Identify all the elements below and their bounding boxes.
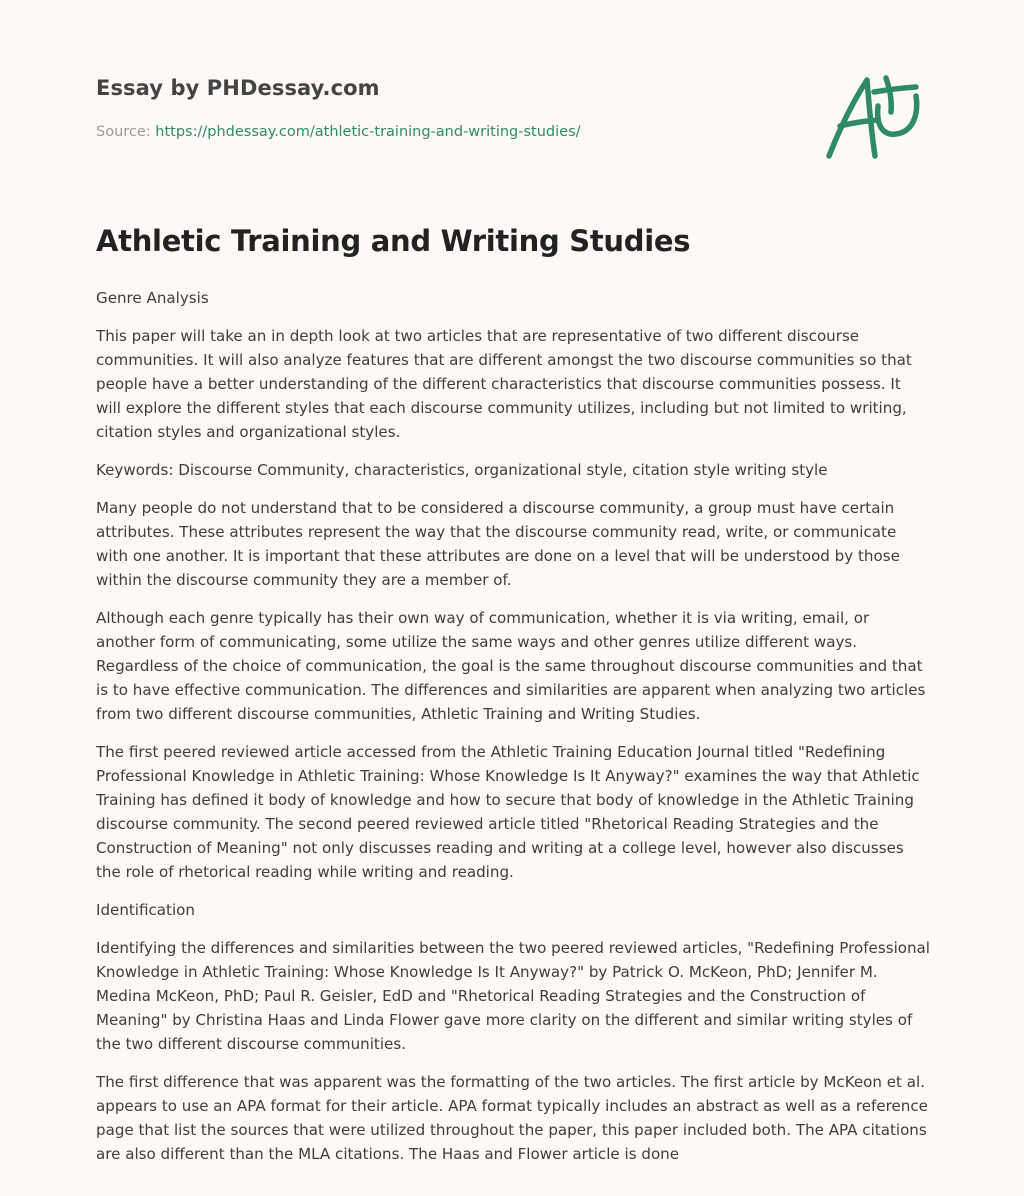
source-link[interactable]: https://phdessay.com/athletic-training-and-writing-studies/ xyxy=(155,124,581,140)
essay-body xyxy=(96,286,930,1180)
section-heading-identification: Identification xyxy=(96,901,195,919)
paragraph: Identifying the differences and similarities between the two peered reviewed articles, "Redefining Professional Knowledge in Athletic Training: Whose Knowledge Is It Anyway?" by Patrick O. McKeon, PhD; Jennifer M. Medina McKeon, PhD; Paul R. Geisler, EdD and "Rhetorical Reading Strategies and the Construction of Meaning" by Christina Haas and Linda Flower gave more clarity on the different and similar writing styles of the two different discourse communities. xyxy=(96,939,931,1053)
essay-brand: Essay by PHDessay.com xyxy=(96,76,380,100)
paragraph: The first peered reviewed article accessed from the Athletic Training Education Journal titled "Redefining Professional Knowledge in Athletic Training: Whose Knowledge Is It Anyway?" examines the way that Athletic Training has defined it body of knowledge and how to secure that body of knowledge in the Athletic Training discourse community. The second peered reviewed article titled "Rhetorical Reading Strategies and the Construction of Meaning" not only discusses reading and writing at a college level, however also discusses the role of rhetorical reading while writing and reading. xyxy=(96,743,920,881)
paragraph: Although each genre typically has their own way of communication, whether it is via writing, email, or another form of communicating, some utilize the same ways and other genres utilize different ways. Regardless of the choice of communication, the goal is the same throughout discourse communities and that is to have effective communication. The differences and similarities are apparent when analyzing two articles from two different discourse communities, Athletic Training and Writing Studies. xyxy=(96,609,926,723)
source-label: Source: xyxy=(96,124,156,140)
paragraph: Many people do not understand that to be considered a discourse community, a group must have certain attributes. These attributes represent the way that the discourse community read, write, or communicate with one another. It is important that these attributes are done on a level that will be understood by those within the discourse community they are a member of. xyxy=(96,499,900,589)
a-plus-logo-icon xyxy=(820,68,930,164)
source-line xyxy=(96,124,581,140)
paragraph: The first difference that was apparent was the formatting of the two articles. The first article by McKeon et al. appears to use an APA format for their article. APA format typically includes an abstract as well as a reference page that list the sources that were utilized throughout the paper, this paper included both. The APA citations are also different than the MLA citations. The Haas and Flower article is done xyxy=(96,1073,928,1163)
section-heading-genre-analysis: Genre Analysis xyxy=(96,289,209,307)
page-title: Athletic Training and Writing Studies xyxy=(96,224,691,258)
keywords-paragraph: Keywords: Discourse Community, characteristics, organizational style, citation style writing style xyxy=(96,461,828,479)
paragraph: This paper will take an in depth look at two articles that are representative of two different discourse communities. It will also analyze features that are different amongst the two discourse communities so that people have a better understanding of the different characteristics that discourse communities possess. It will explore the different styles that each discourse community utilizes, including but not limited to writing, citation styles and organizational styles. xyxy=(96,327,912,441)
